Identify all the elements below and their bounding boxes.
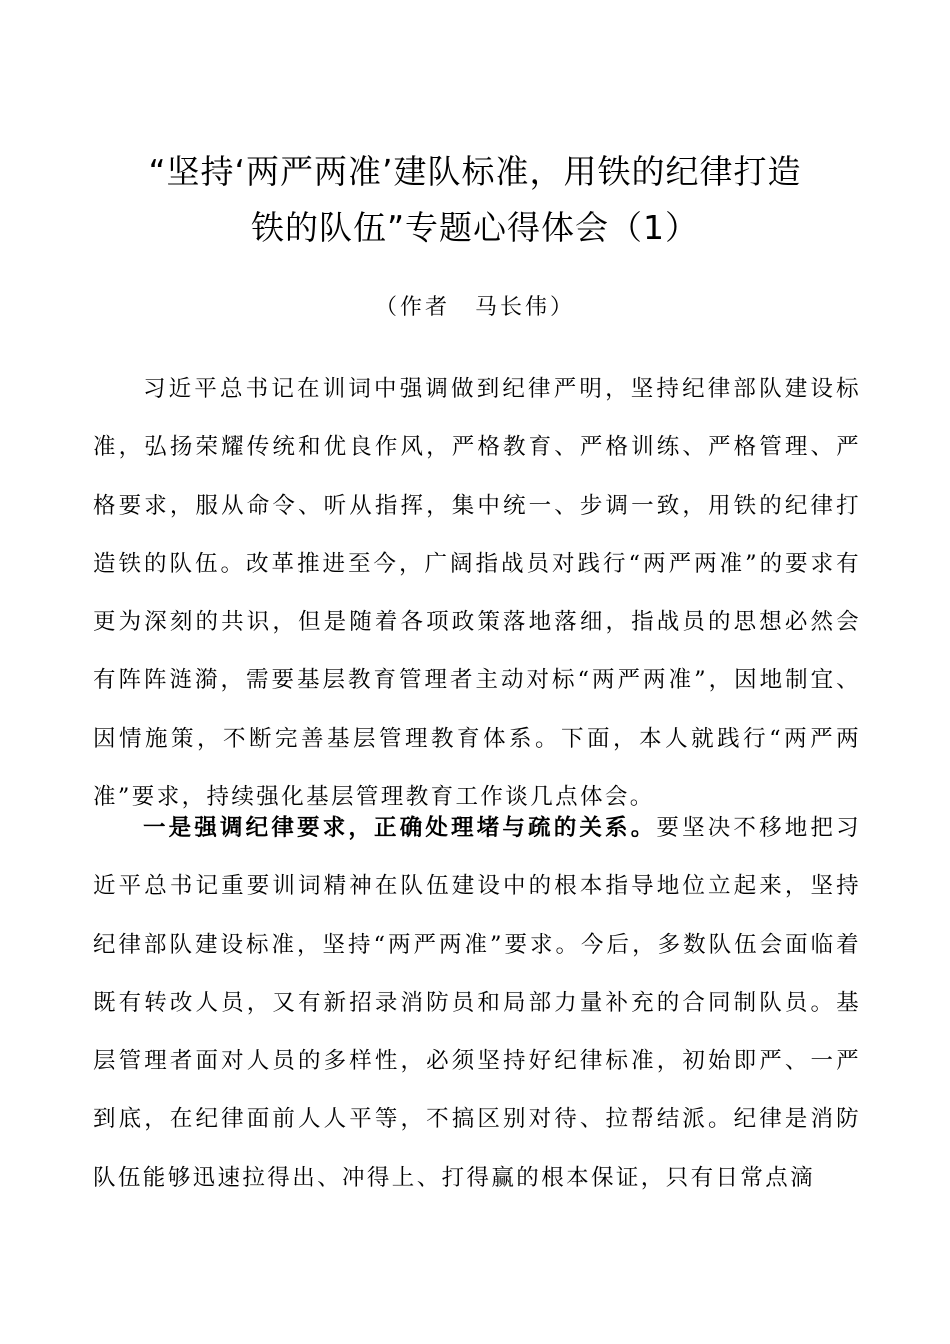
paragraph-point-one <box>93 799 861 1207</box>
author-line: （作者 马长伟） <box>374 295 575 320</box>
paragraph-point-one-body: 要坚决不移地把习近平总书记重要训词精神在队伍建设中的根本指导地位立起来，坚持纪律部队建设标准，坚持“两严两准”要求。今后，多数队伍会面临着既有转改人员，又有新招录消防员和局部力量补充的合同制队员。基层管理者面对人员的多样性，必须坚持好纪律标准，初始即严、一严到底，在纪律面前人人平等，不搞区别对待、拉帮结派。纪律是消防队伍能够迅速拉得出、冲得上、打得赢的根本保证，只有日常点滴 <box>93 815 861 1191</box>
document-title-line-1: “坚持‘两严两准’建队标准，用铁的纪律打造 <box>148 152 802 191</box>
paragraph-point-one-lead: 一是强调纪律要求，正确处理堵与疏的关系。 <box>143 815 657 841</box>
paragraph-intro: 习近平总书记在训词中强调做到纪律严明，坚持纪律部队建设标准，弘扬荣耀传统和优良作风，严格教育、严格训练、严格管理、严格要求，服从命令、听从指挥，集中统一、步调一致，用铁的纪律打造铁的队伍。改革推进至今，广阔指战员对践行“两严两准”的要求有更为深刻的共识，但是随着各项政策落地落细，指战员的思想必然会有阵阵涟漪，需要基层教育管理者主动对标“两严两准”，因地制宜、因情施策，不断完善基层管理教育体系。下面，本人就践行“两严两准”要求，持续强化基层管理教育工作谈几点体会。 <box>93 376 861 811</box>
document-title-line-2: 铁的队伍”专题心得体会（1） <box>250 208 700 247</box>
